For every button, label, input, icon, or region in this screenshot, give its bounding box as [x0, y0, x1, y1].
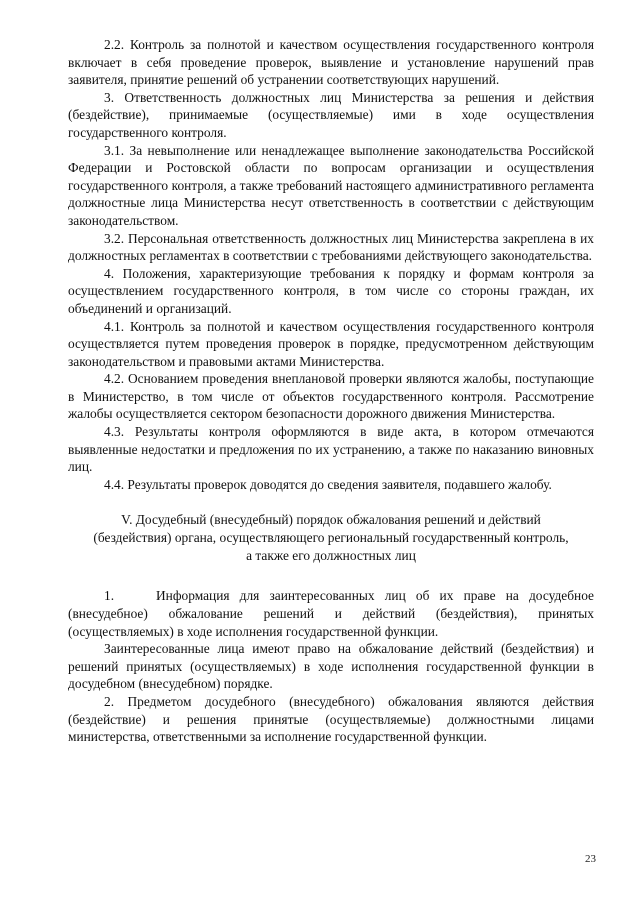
paragraph-4-1: 4.1. Контроль за полнотой и качеством осуществления государственного контроля осуществляется путем проведения проверок в порядке, предусмотренном действующим законодательством и правовыми актами Министерства.: [68, 318, 594, 369]
page-number: 23: [585, 853, 596, 865]
paragraph-2-2: 2.2. Контроль за полнотой и качеством осуществления государственного контроля включает в себя проведение проверок, выявление и установление нарушений прав заявителя, принятие решений об устранении соответствующих нарушений.: [68, 37, 594, 88]
section-heading-line-1: V. Досудебный (внесудебный) порядок обжалования решений и действий: [121, 512, 541, 528]
paragraph-3: 3. Ответственность должностных лиц Министерства за решения и действия (бездействие), принимаемые (осуществляемые) ими в ходе осуществления государственного контроля.: [68, 89, 594, 140]
paragraph-3-1: 3.1. За невыполнение или ненадлежащее выполнение законодательства Российской Федерации и Ростовской области по вопросам организации и осуществления государственного контроля, а также требований настоящего административного регламента должностные лица Министерства несут ответственность в соответствии с действующим законодательством.: [68, 142, 594, 228]
paragraph-4: 4. Положения, характеризующие требования к порядку и формам контроля за осуществлением государственного контроля, в том числе со стороны граждан, их объединений и организаций.: [68, 265, 594, 316]
paragraph-item-1: [68, 587, 594, 640]
paragraph-2-subject: 2. Предметом досудебного (внесудебного) обжалования являются действия (бездействие) и решения принятые (осуществляемые) должностными лицами министерства, ответственными за исполнение государственной функции.: [68, 694, 594, 745]
paragraph-interested-persons: Заинтересованные лица имеют право на обжалование действий (бездействия) и решений принятых (осуществляемых) в ходе исполнения государственной функции в досудебном (внесудебном) порядке.: [68, 641, 594, 692]
section-heading: [68, 511, 594, 565]
spacer: [68, 565, 594, 587]
paragraph-4-3: 4.3. Результаты контроля оформляются в виде акта, в котором отмечаются выявленные недостатки и предложения по их устранению, а также по наказанию виновных лиц.: [68, 424, 594, 475]
section-heading-line-3: а также его должностных лиц: [246, 548, 416, 564]
item-1-number: 1.: [104, 588, 115, 604]
item-1-text: Информация для заинтересованных лиц об их праве на досудебное (внесудебное) обжалование решений и действий (бездействия), принятых (осуществляемых) в ходе исполнения государственной функции.: [68, 588, 594, 639]
section-heading-line-2: (бездействия) органа, осуществляющего региональный государственный контроль,: [93, 530, 569, 546]
paragraph-3-2: 3.2. Персональная ответственность должностных лиц Министерства закреплена в их должностных регламентах в соответствии с требованиями действующего законодательства.: [68, 230, 594, 264]
paragraph-4-2: 4.2. Основанием проведения внеплановой проверки являются жалобы, поступающие в Министерство, в том числе от объектов государственного контроля. Рассмотрение жалобы осуществляется сектором безопасности дорожного движения Министерства.: [68, 371, 594, 422]
paragraph-4-4: 4.4. Результаты проверок доводятся до сведения заявителя, подавшего жалобу.: [104, 476, 552, 492]
document-page: [68, 36, 594, 746]
